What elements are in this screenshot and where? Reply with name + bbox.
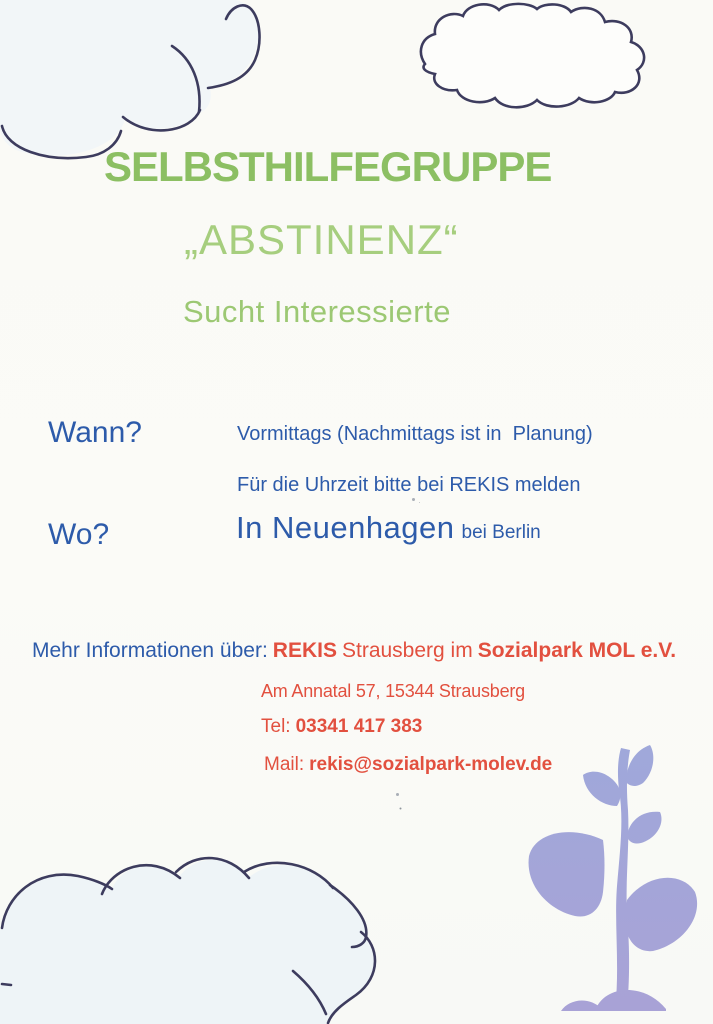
phone-label: Tel: xyxy=(261,716,291,737)
cloud-bottom-left-icon xyxy=(0,840,400,1024)
org-city: Strausberg im xyxy=(341,639,473,662)
contact-mail-row xyxy=(264,754,552,776)
where-value: In Neuenhagen xyxy=(236,510,455,545)
plant-leaf xyxy=(626,745,653,786)
plant-leaf xyxy=(529,832,605,916)
mail-label: Mail: xyxy=(264,754,305,775)
plant-leaf xyxy=(627,812,661,844)
seedling-plant-icon xyxy=(523,738,709,1024)
org-association: Sozialpark MOL e.V. xyxy=(477,639,677,662)
info-label: Mehr Informationen über: xyxy=(32,639,268,662)
contact-info-row xyxy=(32,639,676,663)
headline-subtitle: Sucht Interessierte xyxy=(183,294,451,329)
scan-artifact xyxy=(412,498,415,501)
where-suffix: bei Berlin xyxy=(461,522,541,543)
when-label: Wann? xyxy=(48,416,142,449)
cloud-top-right-icon xyxy=(405,0,655,120)
org-name: REKIS xyxy=(272,639,337,662)
phone-number: 03341 417 383 xyxy=(295,716,423,737)
plant-leaf xyxy=(625,878,697,951)
contact-phone-row xyxy=(261,716,422,738)
headline-group-name: SELBSTHILFEGRUPPE xyxy=(104,143,552,190)
when-detail-1: Vormittags (Nachmittags ist in Planung) xyxy=(237,423,593,445)
mail-address: rekis@sozialpark-molev.de xyxy=(309,754,553,775)
where-label: Wo? xyxy=(48,518,110,551)
plant-leaf xyxy=(583,772,620,806)
headline-group-topic: „ABSTINENZ“ xyxy=(184,216,459,263)
scan-artifact xyxy=(396,793,399,796)
when-detail-2: Für die Uhrzeit bitte bei REKIS melden xyxy=(237,474,581,496)
plant-ground xyxy=(595,990,666,1011)
contact-address: Am Annatal 57, 15344 Strausberg xyxy=(261,681,525,701)
where-row xyxy=(236,510,541,546)
